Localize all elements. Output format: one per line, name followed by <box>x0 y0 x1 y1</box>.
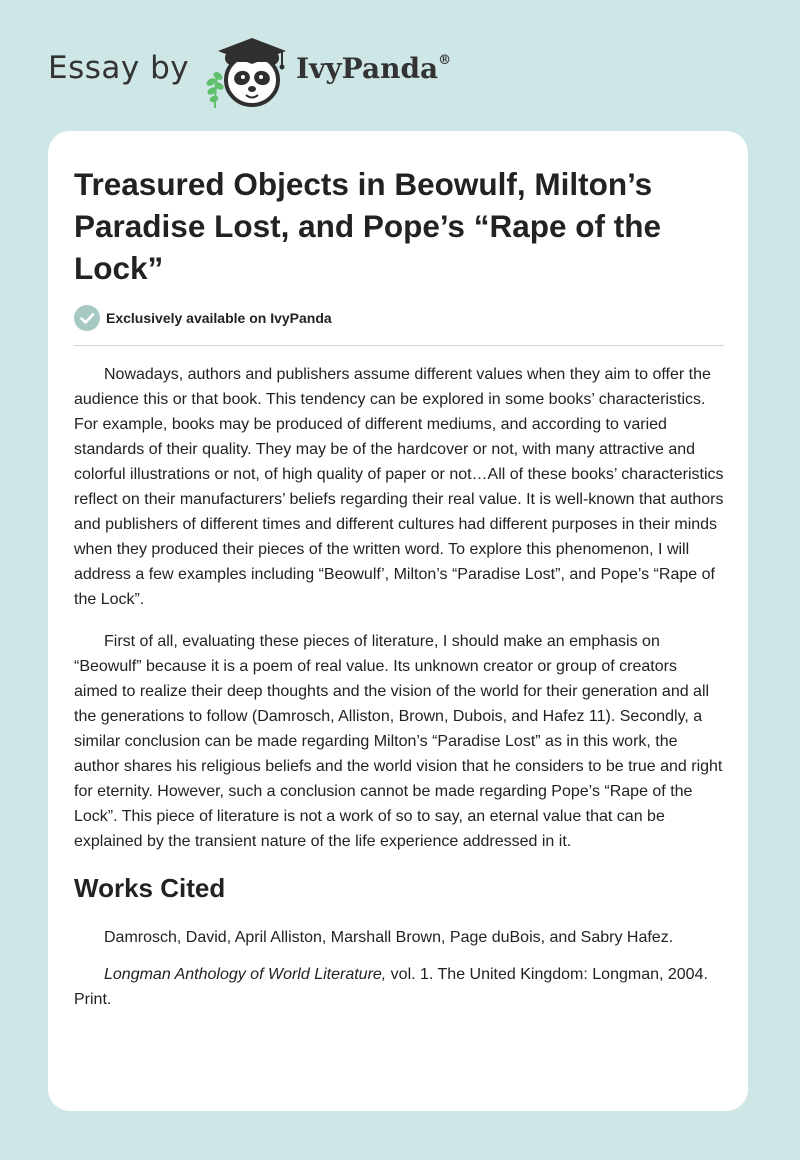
body-paragraph: Nowadays, authors and publishers assume different values when they aim to offer the audience this or that book. This tendency can be explored in some books’ characteristics. For example, books may be produced of different mediums, and according to varied standards of their quality. They may be of the hardcover or not, with many attractive and colorful illustrations or not, of high quality of paper or not…All of these books’ characteristics reflect on their manufacturers’ beliefs regarding their real value. It is well-known that authors and publishers of different times and different cultures had different purposes in their minds when they produced their pieces of the written word. To explore this phenomenon, I will address a few examples including “Beowulf’, Milton’s “Paradise Lost”, and Pope’s “Rape of the Lock”. <box>74 366 724 608</box>
check-circle-icon <box>74 305 100 331</box>
essay-title: Treasured Objects in Beowulf, Milton’s Paradise Lost, and Pope’s “Rape of the Lock” <box>74 166 661 286</box>
essay-body <box>74 362 724 1024</box>
exclusive-badge <box>74 305 332 331</box>
works-cited-heading: Works Cited <box>74 873 226 903</box>
panda-graduation-cap-logo-icon[interactable] <box>202 36 290 110</box>
brand-name[interactable] <box>296 52 451 85</box>
works-cited-book-title: Longman Anthology of World Literature, <box>104 966 387 983</box>
site-header <box>48 34 548 110</box>
body-paragraph: First of all, evaluating these pieces of literature, I should make an emphasis on “Beowulf” because it is a poem of real value. Its unknown creator or group of creators aimed to realize their deep thoughts and the vision of the world for their generation and all the generations to follow (Damrosch, Alliston, Brown, Dubois, and Hafez 11). Secondly, a similar conclusion can be made regarding Milton’s “Paradise Lost” as in this work, the author shares his religious beliefs and the world vision that he considers to be true and right for eternity. However, such a conclusion cannot be made regarding Pope’s “Rape of the Lock”. This piece of literature is not a work of so to say, an eternal value that can be explained by the transient nature of the life experience addressed in it. <box>74 633 723 850</box>
brand-text: IvyPanda <box>296 52 439 85</box>
registered-mark: ® <box>438 52 452 68</box>
title-divider <box>74 345 724 346</box>
works-cited-book-details: vol. 1. The United Kingdom: Longman, 2004. Print. <box>74 966 708 1008</box>
works-cited-entry-publication <box>74 962 724 1012</box>
essay-by-label: Essay by <box>48 50 190 86</box>
works-cited-entry-authors: Damrosch, David, April Alliston, Marshall Brown, Page duBois, and Sabry Hafez. <box>104 929 674 946</box>
exclusive-badge-text: Exclusively available on IvyPanda <box>106 310 332 326</box>
essay-card <box>48 131 748 1111</box>
